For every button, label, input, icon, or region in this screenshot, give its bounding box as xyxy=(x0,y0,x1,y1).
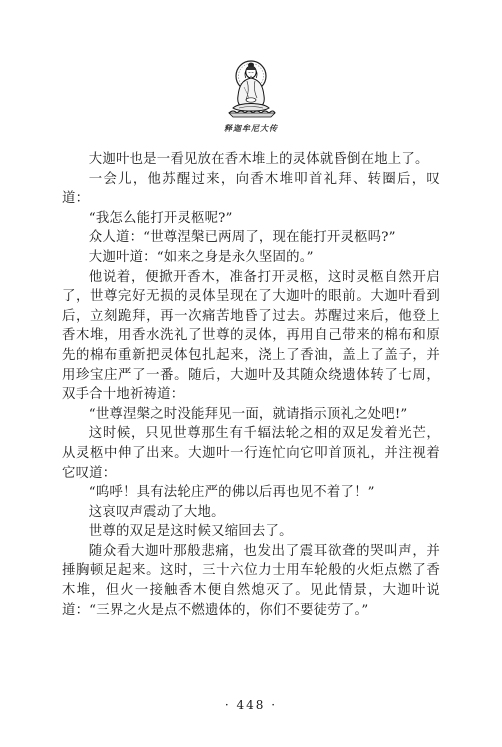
paragraph: 这哀叹声震动了大地。 xyxy=(88,504,225,520)
paragraph: 随众看大迦叶那般悲痛，也发出了震耳欲聋的哭叫声，并捶胸顿足起来。这时，三十六位力士用车轮般的火炬点燃了香木堆，但火一接触香木便自然熄灭了。见此情景，大迦叶说道：“三界之火是点不燃遗体的，你们不要徒劳了。” xyxy=(62,543,440,618)
paragraph: 他说着，便掀开香木，准备打开灵柩，这时灵柩自然开启了，世尊完好无损的灵体呈现在了大迦叶的眼前。大迦叶看到后，立刻跪拜，再一次痛苦地昏了过去。苏醒过来后，他登上香木堆，用香水洗礼了世尊的灵体，再用自己带来的棉布和原先的棉布重新把灵体包扎起来，浇上了香油，盖上了盖子，并用珍宝庄严了一番。随后，大迦叶及其随众绕遗体转了七周，双手合十地祈祷道： xyxy=(62,269,440,403)
paragraph: 大迦叶也是一看见放在香木堆上的灵体就昏倒在地上了。 xyxy=(88,152,429,167)
paragraph: “呜呼！具有法轮庄严的佛以后再也见不着了！” xyxy=(88,485,375,501)
paragraph: “世尊涅槃之时没能拜见一面，就请指示顶礼之处吧!” xyxy=(88,406,408,422)
seated-buddha-illustration xyxy=(217,52,285,120)
page-header xyxy=(0,52,502,134)
body-text xyxy=(62,150,440,620)
paragraph: “我怎么能打开灵柩呢?” xyxy=(88,210,233,226)
paragraph: 世尊的双足是这时候又缩回去了。 xyxy=(88,524,293,540)
paragraph: 众人道：“世尊涅槃已两周了，现在能打开灵柩吗?” xyxy=(88,230,396,246)
paragraph: 大迦叶道：“如来之身是永久坚固的。” xyxy=(88,249,314,265)
paragraph: 这时候，只见世尊那生有千辐法轮之相的双足发着光芒，从灵柩中伸了出来。大迦叶一行连忙向它叩首顶礼，并注视着它叹道： xyxy=(62,426,440,481)
caption-text: 释迦牟尼大传 xyxy=(224,123,278,133)
page-number: · 448 · xyxy=(224,698,278,712)
paragraph: 一会儿，他苏醒过来，向香木堆叩首礼拜、转圈后，叹道： xyxy=(62,171,440,207)
